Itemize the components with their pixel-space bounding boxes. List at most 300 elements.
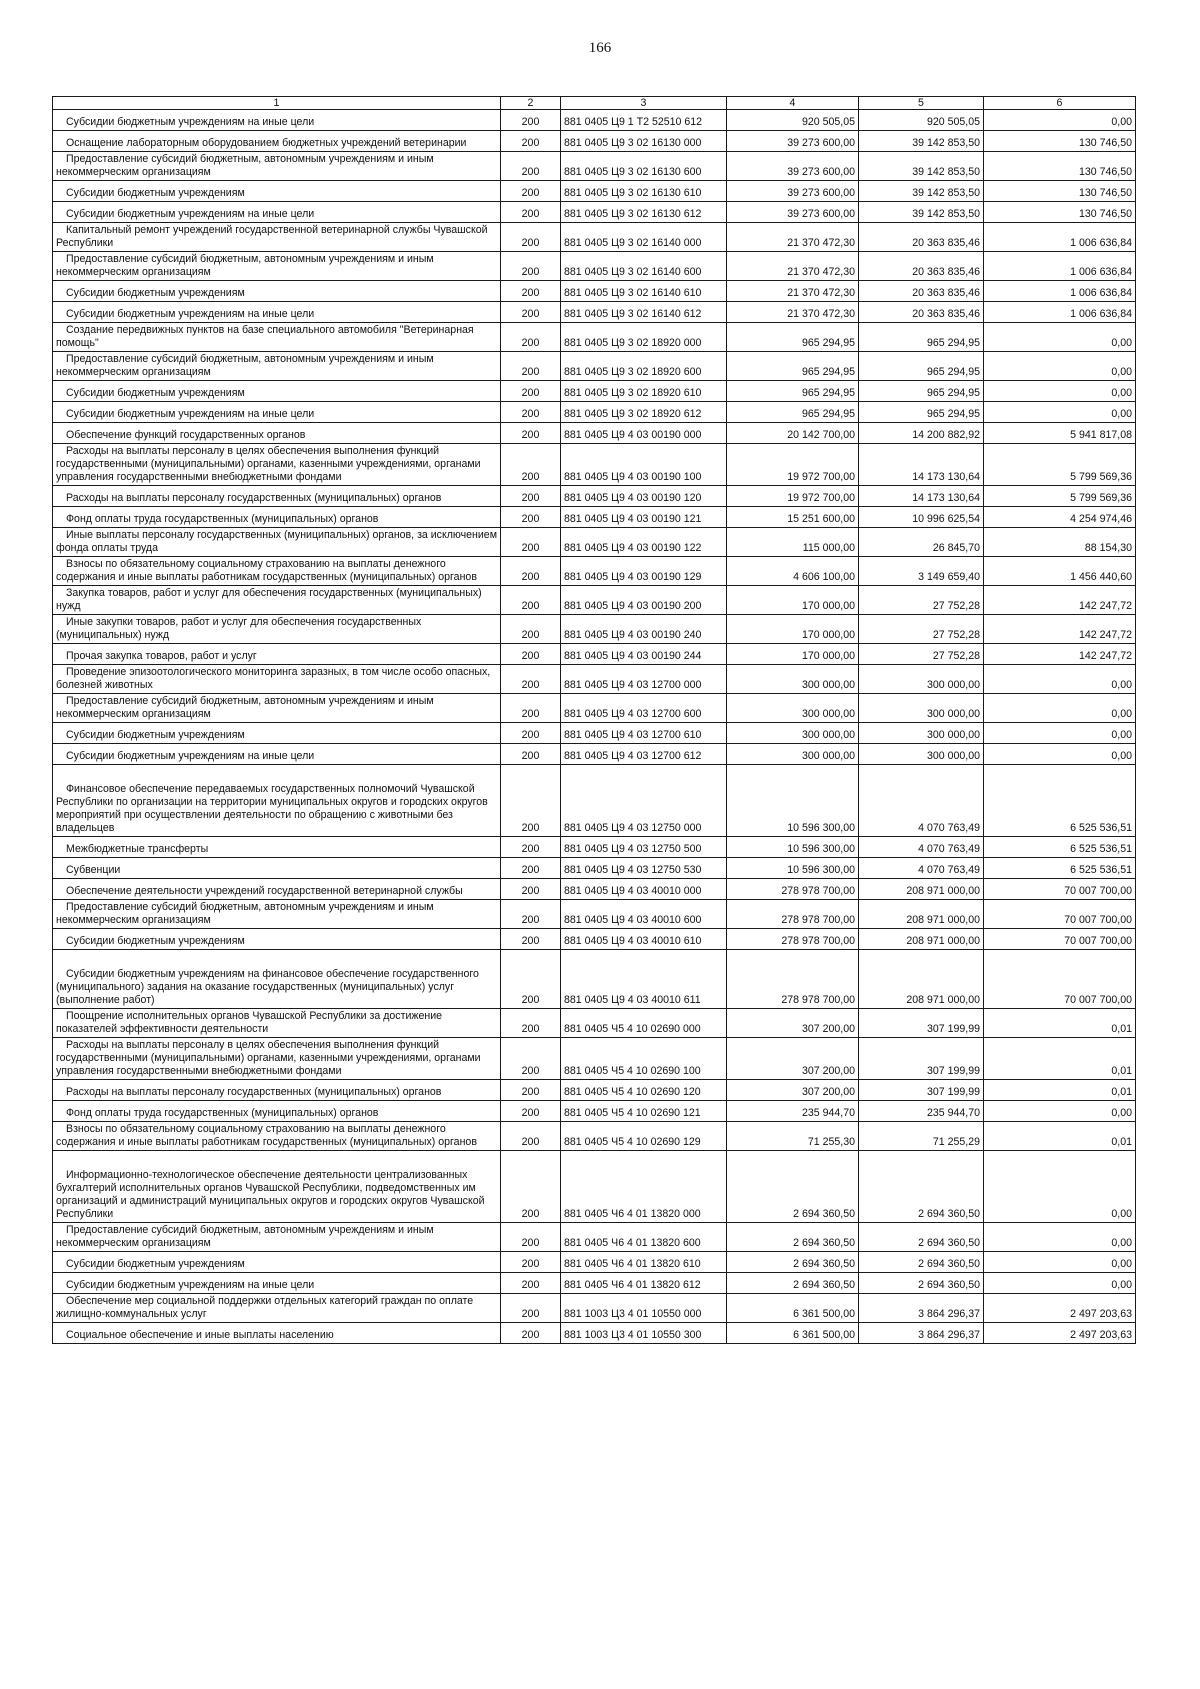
row-label: Взносы по обязательному социальному страхованию на выплаты денежного содержания и иные выплаты работникам государственных (муниципальных) органов [56,1123,477,1148]
cell-classification: 881 0405 Ц9 4 03 00190 244 [561,644,727,665]
cell-approved: 71 255,30 [727,1122,859,1151]
cell-approved: 39 273 600,00 [727,181,859,202]
cell-approved: 4 606 100,00 [727,557,859,586]
cell-approved: 170 000,00 [727,615,859,644]
cell-name [53,323,501,352]
table-row [53,1009,1136,1038]
cell-code: 200 [501,1151,561,1223]
cell-classification: 881 1003 Ц3 4 01 10550 000 [561,1294,727,1323]
cell-classification: 881 0405 Ц9 4 03 00190 200 [561,586,727,615]
table-row [53,181,1136,202]
cell-code: 200 [501,665,561,694]
cell-classification: 881 0405 Ц9 3 02 18920 612 [561,402,727,423]
cell-unexecuted: 1 006 636,84 [984,281,1136,302]
cell-unexecuted: 70 007 700,00 [984,879,1136,900]
cell-approved: 300 000,00 [727,694,859,723]
cell-code: 200 [501,1101,561,1122]
cell-approved: 235 944,70 [727,1101,859,1122]
cell-executed: 208 971 000,00 [859,900,984,929]
row-label: Субсидии бюджетным учреждениям на иные цели [66,408,315,420]
row-label: Предоставление субсидий бюджетным, автономным учреждениям и иным некоммерческим организациям [56,901,434,926]
cell-unexecuted: 1 006 636,84 [984,223,1136,252]
cell-unexecuted: 0,00 [984,744,1136,765]
row-label: Субсидии бюджетным учреждениям [66,187,245,199]
cell-classification: 881 0405 Ц9 4 03 12750 530 [561,858,727,879]
cell-code: 200 [501,110,561,131]
cell-executed: 965 294,95 [859,402,984,423]
table-body [53,110,1136,1344]
cell-classification: 881 0405 Ц9 4 03 12700 000 [561,665,727,694]
row-label: Создание передвижных пунктов на базе специального автомобиля "Ветеринарная помощь" [56,324,474,349]
cell-classification: 881 0405 Ц9 4 03 00190 000 [561,423,727,444]
cell-unexecuted: 130 746,50 [984,131,1136,152]
column-header-3: 3 [561,97,727,110]
cell-code: 200 [501,900,561,929]
column-header-1: 1 [53,97,501,110]
cell-executed: 3 149 659,40 [859,557,984,586]
table-row [53,444,1136,486]
cell-code: 200 [501,1294,561,1323]
cell-approved: 2 694 360,50 [727,1151,859,1223]
cell-approved: 965 294,95 [727,352,859,381]
cell-name [53,744,501,765]
cell-name [53,929,501,950]
row-label: Обеспечение функций государственных органов [66,429,306,441]
cell-approved: 10 596 300,00 [727,837,859,858]
cell-name [53,900,501,929]
table-row [53,507,1136,528]
cell-classification: 881 0405 Ц9 4 03 00190 129 [561,557,727,586]
cell-classification: 881 0405 Ц9 4 03 00190 240 [561,615,727,644]
cell-classification: 881 0405 Ц9 3 02 16140 610 [561,281,727,302]
cell-code: 200 [501,1122,561,1151]
cell-approved: 6 361 500,00 [727,1323,859,1344]
cell-code: 200 [501,837,561,858]
cell-name [53,1101,501,1122]
cell-code: 200 [501,1273,561,1294]
cell-executed: 2 694 360,50 [859,1273,984,1294]
cell-approved: 2 694 360,50 [727,1273,859,1294]
row-label: Предоставление субсидий бюджетным, автономным учреждениям и иным некоммерческим организациям [56,253,434,278]
cell-executed: 307 199,99 [859,1009,984,1038]
cell-unexecuted: 130 746,50 [984,152,1136,181]
cell-executed: 71 255,29 [859,1122,984,1151]
cell-name [53,765,501,837]
cell-classification: 881 0405 Ч6 4 01 13820 000 [561,1151,727,1223]
cell-executed: 300 000,00 [859,694,984,723]
cell-executed: 14 200 882,92 [859,423,984,444]
table-row [53,323,1136,352]
table-row [53,1080,1136,1101]
cell-code: 200 [501,131,561,152]
cell-unexecuted: 0,00 [984,723,1136,744]
cell-approved: 39 273 600,00 [727,202,859,223]
cell-code: 200 [501,1252,561,1273]
cell-unexecuted: 142 247,72 [984,644,1136,665]
cell-name [53,1223,501,1252]
cell-name [53,381,501,402]
cell-approved: 19 972 700,00 [727,486,859,507]
cell-classification: 881 0405 Ц9 3 02 18920 600 [561,352,727,381]
row-label: Обеспечение деятельности учреждений государственной ветеринарной службы [66,885,463,897]
cell-name [53,528,501,557]
cell-unexecuted: 0,00 [984,694,1136,723]
table-row [53,1151,1136,1223]
cell-executed: 208 971 000,00 [859,950,984,1009]
cell-code: 200 [501,281,561,302]
cell-executed: 965 294,95 [859,381,984,402]
cell-approved: 300 000,00 [727,744,859,765]
cell-code: 200 [501,223,561,252]
cell-executed: 307 199,99 [859,1080,984,1101]
cell-name [53,252,501,281]
cell-code: 200 [501,252,561,281]
cell-name [53,181,501,202]
table-row [53,858,1136,879]
cell-approved: 10 596 300,00 [727,858,859,879]
cell-classification: 881 0405 Ц9 3 02 16140 000 [561,223,727,252]
cell-classification: 881 0405 Ч6 4 01 13820 600 [561,1223,727,1252]
cell-unexecuted: 0,00 [984,1252,1136,1273]
cell-executed: 39 142 853,50 [859,152,984,181]
cell-code: 200 [501,181,561,202]
cell-approved: 6 361 500,00 [727,1294,859,1323]
table-row [53,586,1136,615]
cell-unexecuted: 0,00 [984,1101,1136,1122]
row-label: Расходы на выплаты персоналу государственных (муниципальных) органов [66,1086,442,1098]
cell-approved: 170 000,00 [727,644,859,665]
cell-approved: 278 978 700,00 [727,879,859,900]
cell-approved: 278 978 700,00 [727,900,859,929]
cell-executed: 14 173 130,64 [859,486,984,507]
cell-code: 200 [501,381,561,402]
cell-approved: 15 251 600,00 [727,507,859,528]
cell-code: 200 [501,723,561,744]
cell-executed: 10 996 625,54 [859,507,984,528]
cell-unexecuted: 142 247,72 [984,586,1136,615]
table-row [53,381,1136,402]
cell-approved: 21 370 472,30 [727,223,859,252]
cell-name [53,950,501,1009]
cell-executed: 3 864 296,37 [859,1294,984,1323]
cell-approved: 278 978 700,00 [727,929,859,950]
cell-code: 200 [501,352,561,381]
cell-unexecuted: 0,00 [984,1273,1136,1294]
cell-unexecuted: 1 006 636,84 [984,252,1136,281]
row-label: Предоставление субсидий бюджетным, автономным учреждениям и иным некоммерческим организациям [56,353,434,378]
row-label: Финансовое обеспечение передаваемых государственных полномочий Чувашской Республики по организации на территории муниципальных округов и городских округов мероприятий при осуществлении деятельности по обращению с животными без владельцев [56,783,488,834]
table-row [53,1252,1136,1273]
row-label: Капитальный ремонт учреждений государственной ветеринарной службы Чувашской Республики [56,224,488,249]
cell-executed: 235 944,70 [859,1101,984,1122]
row-label: Иные выплаты персоналу государственных (муниципальных) органов, за исключением фонда оплаты труда [56,529,497,554]
cell-classification: 881 0405 Ч5 4 10 02690 121 [561,1101,727,1122]
cell-code: 200 [501,444,561,486]
table-row [53,202,1136,223]
table-row [53,528,1136,557]
cell-name [53,644,501,665]
table-row [53,252,1136,281]
table-row [53,929,1136,950]
cell-name [53,694,501,723]
cell-unexecuted: 130 746,50 [984,181,1136,202]
cell-executed: 300 000,00 [859,665,984,694]
cell-executed: 965 294,95 [859,352,984,381]
cell-approved: 21 370 472,30 [727,252,859,281]
row-label: Субсидии бюджетным учреждениям на финансовое обеспечение государственного (муниципального) задания на оказание государственных (муниципальных) услуг (выполнение работ) [56,968,479,1006]
cell-code: 200 [501,1080,561,1101]
table-row [53,152,1136,181]
row-label: Расходы на выплаты персоналу государственных (муниципальных) органов [66,492,442,504]
cell-name [53,723,501,744]
cell-approved: 10 596 300,00 [727,765,859,837]
table-row [53,557,1136,586]
cell-code: 200 [501,1223,561,1252]
cell-name [53,1323,501,1344]
table-row [53,900,1136,929]
cell-name [53,1038,501,1080]
table-header-row [53,97,1136,110]
table-row [53,615,1136,644]
cell-unexecuted: 6 525 536,51 [984,765,1136,837]
row-label: Субсидии бюджетным учреждениям на иные цели [66,1279,315,1291]
table-row [53,1323,1136,1344]
cell-classification: 881 0405 Ц9 4 03 12700 610 [561,723,727,744]
row-label: Взносы по обязательному социальному страхованию на выплаты денежного содержания и иные выплаты работникам государственных (муниципальных) органов [56,558,477,583]
cell-code: 200 [501,152,561,181]
row-label: Обеспечение мер социальной поддержки отдельных категорий граждан по оплате жилищно-коммунальных услуг [56,1295,474,1320]
row-label: Субсидии бюджетным учреждениям [66,729,245,741]
cell-classification: 881 0405 Ц9 4 03 00190 120 [561,486,727,507]
cell-executed: 27 752,28 [859,586,984,615]
row-label: Предоставление субсидий бюджетным, автономным учреждениям и иным некоммерческим организациям [56,153,434,178]
cell-classification: 881 0405 Ц9 4 03 12750 000 [561,765,727,837]
cell-executed: 20 363 835,46 [859,302,984,323]
cell-classification: 881 0405 Ц9 3 02 16140 600 [561,252,727,281]
cell-approved: 21 370 472,30 [727,302,859,323]
cell-code: 200 [501,557,561,586]
cell-classification: 881 0405 Ц9 4 03 00190 121 [561,507,727,528]
cell-unexecuted: 5 799 569,36 [984,444,1136,486]
cell-classification: 881 0405 Ц9 4 03 12700 600 [561,694,727,723]
cell-code: 200 [501,202,561,223]
cell-executed: 20 363 835,46 [859,252,984,281]
cell-unexecuted: 70 007 700,00 [984,900,1136,929]
row-label: Предоставление субсидий бюджетным, автономным учреждениям и иным некоммерческим организациям [56,695,434,720]
table-row [53,665,1136,694]
page-number: 166 [588,40,612,56]
cell-unexecuted: 88 154,30 [984,528,1136,557]
cell-executed: 20 363 835,46 [859,281,984,302]
table-row [53,694,1136,723]
cell-name [53,444,501,486]
row-label: Расходы на выплаты персоналу в целях обеспечения выполнения функций государственными (муниципальными) органами, казенными учреждениями, органами управления государственными внебюджетными фондами [56,1039,481,1077]
cell-executed: 208 971 000,00 [859,929,984,950]
cell-name [53,858,501,879]
table-row [53,950,1136,1009]
cell-name [53,615,501,644]
cell-name [53,837,501,858]
cell-code: 200 [501,765,561,837]
cell-code: 200 [501,423,561,444]
cell-classification: 881 0405 Ц9 4 03 40010 610 [561,929,727,950]
table-row [53,723,1136,744]
cell-name [53,202,501,223]
cell-code: 200 [501,858,561,879]
cell-classification: 881 0405 Ц9 1 Т2 52510 612 [561,110,727,131]
cell-unexecuted: 70 007 700,00 [984,950,1136,1009]
cell-classification: 881 0405 Ц9 4 03 12700 612 [561,744,727,765]
cell-code: 200 [501,486,561,507]
cell-approved: 307 200,00 [727,1038,859,1080]
cell-classification: 881 0405 Ч5 4 10 02690 129 [561,1122,727,1151]
cell-unexecuted: 0,00 [984,352,1136,381]
column-header-4: 4 [727,97,859,110]
cell-unexecuted: 0,01 [984,1080,1136,1101]
cell-executed: 2 694 360,50 [859,1252,984,1273]
cell-approved: 19 972 700,00 [727,444,859,486]
cell-approved: 115 000,00 [727,528,859,557]
cell-approved: 307 200,00 [727,1009,859,1038]
cell-approved: 21 370 472,30 [727,281,859,302]
cell-classification: 881 0405 Ц9 3 02 18920 000 [561,323,727,352]
row-label: Субсидии бюджетным учреждениям на иные цели [66,208,315,220]
budget-execution-table [52,96,1136,1344]
row-label: Субсидии бюджетным учреждениям [66,1258,245,1270]
cell-executed: 20 363 835,46 [859,223,984,252]
cell-executed: 26 845,70 [859,528,984,557]
cell-code: 200 [501,1323,561,1344]
row-label: Закупка товаров, работ и услуг для обеспечения государственных (муниципальных) нужд [56,587,482,612]
cell-classification: 881 0405 Ц9 3 02 18920 610 [561,381,727,402]
cell-approved: 39 273 600,00 [727,152,859,181]
table-row [53,1038,1136,1080]
cell-unexecuted: 5 941 817,08 [984,423,1136,444]
cell-unexecuted: 0,01 [984,1009,1136,1038]
cell-code: 200 [501,302,561,323]
row-label: Фонд оплаты труда государственных (муниципальных) органов [66,513,379,525]
cell-name [53,507,501,528]
table-row [53,744,1136,765]
cell-executed: 4 070 763,49 [859,837,984,858]
cell-unexecuted: 5 799 569,36 [984,486,1136,507]
cell-executed: 965 294,95 [859,323,984,352]
cell-unexecuted: 0,00 [984,323,1136,352]
cell-name [53,1122,501,1151]
row-label: Расходы на выплаты персоналу в целях обеспечения выполнения функций государственными (муниципальными) органами, казенными учреждениями, органами управления государственными внебюджетными фондами [56,445,481,483]
table-row [53,281,1136,302]
cell-code: 200 [501,644,561,665]
cell-unexecuted: 0,00 [984,665,1136,694]
cell-code: 200 [501,950,561,1009]
cell-approved: 300 000,00 [727,723,859,744]
table-row [53,1273,1136,1294]
cell-unexecuted: 0,00 [984,110,1136,131]
cell-executed: 920 505,05 [859,110,984,131]
cell-unexecuted: 1 456 440,60 [984,557,1136,586]
cell-unexecuted: 6 525 536,51 [984,858,1136,879]
cell-executed: 300 000,00 [859,744,984,765]
table-row [53,423,1136,444]
cell-code: 200 [501,323,561,352]
cell-unexecuted: 0,00 [984,1151,1136,1223]
cell-executed: 3 864 296,37 [859,1323,984,1344]
cell-approved: 307 200,00 [727,1080,859,1101]
row-label: Социальное обеспечение и иные выплаты населению [66,1329,334,1341]
column-header-5: 5 [859,97,984,110]
cell-code: 200 [501,528,561,557]
cell-executed: 2 694 360,50 [859,1223,984,1252]
table-row [53,1122,1136,1151]
cell-approved: 2 694 360,50 [727,1252,859,1273]
row-label: Субсидии бюджетным учреждениям [66,287,245,299]
cell-unexecuted: 0,01 [984,1038,1136,1080]
cell-unexecuted: 130 746,50 [984,202,1136,223]
cell-name [53,110,501,131]
cell-unexecuted: 0,00 [984,402,1136,423]
row-label: Субсидии бюджетным учреждениям [66,935,245,947]
cell-approved: 170 000,00 [727,586,859,615]
cell-code: 200 [501,402,561,423]
cell-name [53,665,501,694]
cell-classification: 881 0405 Ц9 4 03 40010 611 [561,950,727,1009]
cell-classification: 881 0405 Ч5 4 10 02690 120 [561,1080,727,1101]
cell-approved: 965 294,95 [727,402,859,423]
cell-classification: 881 0405 Ч5 4 10 02690 100 [561,1038,727,1080]
cell-executed: 307 199,99 [859,1038,984,1080]
table-row [53,765,1136,837]
cell-classification: 881 0405 Ч5 4 10 02690 000 [561,1009,727,1038]
cell-executed: 4 070 763,49 [859,765,984,837]
table-row [53,402,1136,423]
cell-code: 200 [501,929,561,950]
cell-code: 200 [501,744,561,765]
cell-name [53,281,501,302]
cell-classification: 881 0405 Ц9 4 03 40010 600 [561,900,727,929]
row-label: Фонд оплаты труда государственных (муниципальных) органов [66,1107,379,1119]
cell-approved: 20 142 700,00 [727,423,859,444]
cell-executed: 2 694 360,50 [859,1151,984,1223]
row-label: Субсидии бюджетным учреждениям на иные цели [66,116,315,128]
cell-classification: 881 0405 Ц9 4 03 00190 122 [561,528,727,557]
cell-classification: 881 0405 Ц9 3 02 16130 600 [561,152,727,181]
row-label: Субвенции [66,864,121,876]
cell-executed: 208 971 000,00 [859,879,984,900]
cell-name [53,402,501,423]
cell-unexecuted: 2 497 203,63 [984,1294,1136,1323]
cell-unexecuted: 1 006 636,84 [984,302,1136,323]
cell-classification: 881 0405 Ц9 4 03 00190 100 [561,444,727,486]
row-label: Прочая закупка товаров, работ и услуг [66,650,257,662]
cell-name [53,223,501,252]
table-row [53,352,1136,381]
cell-unexecuted: 0,00 [984,1223,1136,1252]
cell-name [53,879,501,900]
cell-unexecuted: 6 525 536,51 [984,837,1136,858]
cell-executed: 4 070 763,49 [859,858,984,879]
cell-classification: 881 0405 Ч6 4 01 13820 612 [561,1273,727,1294]
row-label: Субсидии бюджетным учреждениям [66,387,245,399]
table-row [53,302,1136,323]
cell-classification: 881 0405 Ч6 4 01 13820 610 [561,1252,727,1273]
cell-name [53,1294,501,1323]
cell-unexecuted: 142 247,72 [984,615,1136,644]
cell-unexecuted: 0,00 [984,381,1136,402]
cell-name [53,131,501,152]
cell-name [53,302,501,323]
table-row [53,223,1136,252]
cell-code: 200 [501,694,561,723]
